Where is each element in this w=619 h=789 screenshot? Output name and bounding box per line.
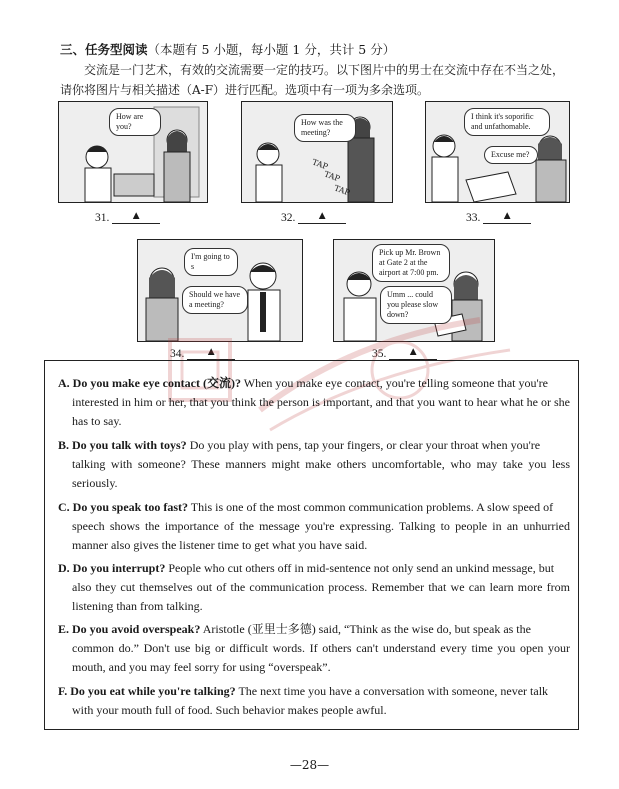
picture-33 — [425, 101, 570, 203]
option-d — [58, 559, 570, 616]
option-a-continuation: interested in him or her, that you think the person is important, and that you want to hear what he or she has to say. — [72, 395, 570, 428]
tap-sound-1: TAP — [310, 157, 330, 172]
option-e-label: E. Do you avoid overspeak? — [58, 622, 201, 636]
option-d-text: People who cut others off in mid-sentence not only send an unkind message, but — [165, 561, 555, 575]
option-c-text: This is one of the most common communication problems. A slow speed of — [188, 500, 554, 514]
answer-blank-35[interactable]: ▲ — [389, 346, 437, 360]
instructions-line-2: 请你将图片与相关描述（A-F）进行匹配。选项中有一项为多余选项。 — [60, 83, 430, 97]
bubble-32-1: How was the meeting? — [294, 114, 356, 142]
answer-blank-32[interactable]: ▲ — [298, 210, 346, 224]
answer-blank-34[interactable]: ▲ — [187, 346, 235, 360]
section-note: （本题有 5 小题，每小题 1 分，共计 5 分） — [147, 42, 396, 57]
option-f — [58, 682, 570, 720]
option-c — [58, 498, 570, 555]
question-34-number: 34. — [170, 348, 185, 360]
answer-blank-31[interactable]: ▲ — [112, 210, 160, 224]
picture-32 — [241, 101, 393, 203]
bubble-33-1: I think it's soporific and unfathomable. — [464, 108, 550, 136]
question-32-number: 32. — [281, 212, 296, 224]
answer-blank-33[interactable]: ▲ — [483, 210, 531, 224]
option-a-text: When you make eye contact, you're telling someone that you're — [240, 376, 548, 390]
instructions-line-1: 交流是一门艺术，有效的交流需要一定的技巧。以下图片中的男士在交流中存在不当之处， — [84, 63, 565, 77]
option-b — [58, 436, 570, 493]
section-heading — [60, 40, 395, 58]
option-a-label: A. Do you make eye contact (交流)? — [58, 376, 241, 390]
option-e-text: Aristotle (亚里士多德) said, “Think as the wise do, but speak as the — [200, 622, 531, 636]
option-a — [58, 374, 570, 431]
option-d-label: D. Do you interrupt? — [58, 561, 166, 575]
option-d-continuation: also they cut themselves out of the communication process. Remember that we can learn more from listening than from talking. — [72, 580, 570, 613]
option-f-text: The next time you have a conversation with someone, never talk — [235, 684, 549, 698]
section-title: 三、任务型阅读 — [60, 42, 148, 57]
option-b-continuation: talking with someone? These manners might make others uncomfortable, who may take you less seriously. — [72, 457, 570, 490]
option-b-label: B. Do you talk with toys? — [58, 438, 187, 452]
question-31 — [95, 210, 160, 224]
question-31-number: 31. — [95, 212, 110, 224]
option-b-text: Do you play with pens, tap your fingers, or clear your throat when you're — [186, 438, 541, 452]
instructions — [60, 60, 580, 100]
question-35-number: 35. — [372, 348, 387, 360]
bubble-35-1: Pick up Mr. Brown at Gate 2 at the airport at 7:00 pm. — [372, 244, 450, 282]
option-c-label: C. Do you speak too fast? — [58, 500, 189, 514]
question-33-number: 33. — [466, 212, 481, 224]
page-number: —28— — [289, 758, 330, 772]
question-33 — [466, 210, 531, 224]
picture-31 — [58, 101, 208, 203]
tap-sound-3: TAP — [332, 183, 352, 198]
option-e-continuation: common do.” Don't use big or difficult words. If others can't understand every time you open your mouth, and you may feel sorry for using “overspeak”. — [72, 641, 570, 674]
option-e — [58, 620, 570, 677]
bubble-31-1: How are you? — [109, 108, 161, 136]
question-32 — [281, 210, 346, 224]
bubble-33-2: Excuse me? — [484, 146, 538, 164]
bubble-35-2: Umm ... could you please slow down? — [380, 286, 452, 324]
tap-sound-2: TAP — [322, 169, 342, 184]
option-f-label: F. Do you eat while you're talking? — [58, 684, 236, 698]
option-f-continuation: with your mouth full of food. Such behavior makes people awful. — [72, 703, 387, 717]
bubble-34-2: Should we have a meeting? — [182, 286, 248, 314]
option-c-continuation: speech shows the importance of the message you're expressing. Talking to people in an unhurried manner also gives the listener time to get what you have said. — [72, 519, 570, 552]
bubble-34-1: I'm going to s — [184, 248, 238, 276]
